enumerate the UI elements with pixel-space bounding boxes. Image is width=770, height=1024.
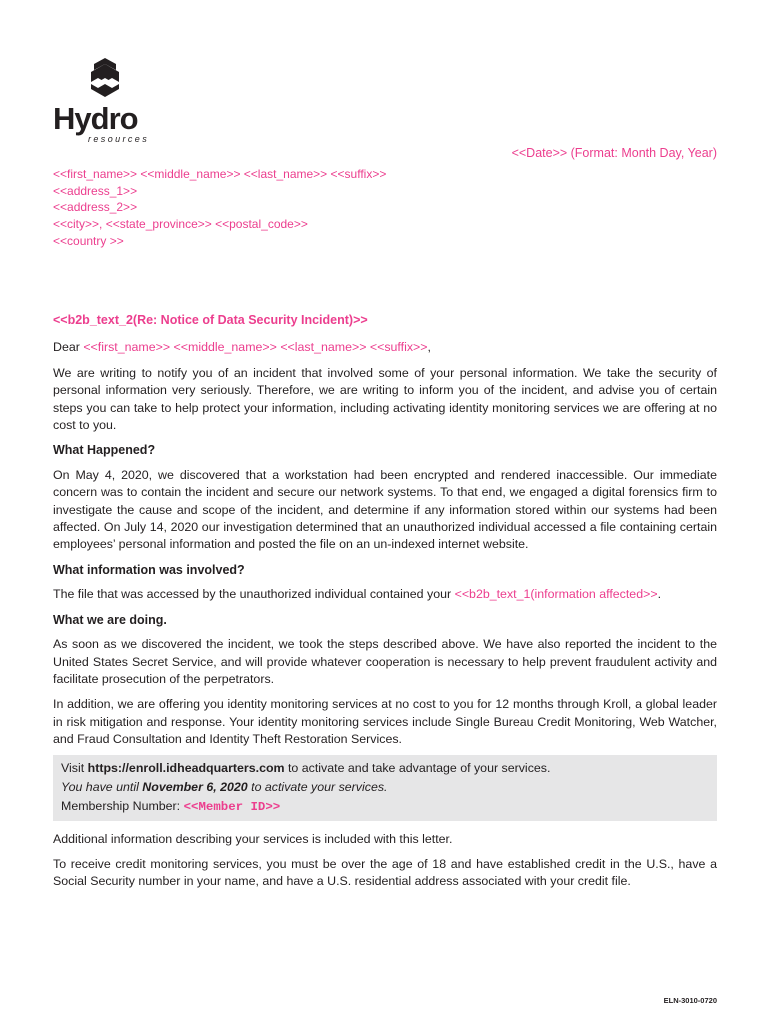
recipient-address — [53, 166, 386, 250]
info-placeholder: <<b2b_text_1(information affected>> — [454, 587, 658, 602]
address-line: <<city>>, <<state_province>> <<postal_code>> — [53, 217, 308, 232]
hydro-shield-icon — [50, 55, 160, 105]
info-involved-paragraph — [53, 586, 717, 603]
additional-info-paragraph: Additional information describing your services is included with this letter. — [53, 831, 453, 846]
visit-suffix: to activate and take advantage of your services. — [284, 760, 551, 775]
salutation — [53, 339, 717, 356]
info-prefix: The file that was accessed by the unauthorized individual contained your — [53, 587, 455, 602]
salutation-prefix: Dear — [53, 340, 84, 355]
logo-wordmark: Hydro — [53, 101, 138, 136]
address-line: <<address_2>> — [53, 200, 138, 215]
salutation-name: <<first_name>> <<middle_name>> <<last_name>> <<suffix>> — [83, 340, 428, 355]
letter-subject: <<b2b_text_2(Re: Notice of Data Security Incident)>> — [53, 313, 368, 327]
enroll-url[interactable]: https://enroll.idheadquarters.com — [87, 760, 285, 775]
salutation-suffix: , — [427, 340, 431, 355]
visit-line — [61, 759, 709, 778]
membership-label: Membership Number: — [61, 798, 184, 813]
intro-paragraph: We are writing to notify you of an incident that involved some of your personal information. We take the security of personal information very seriously. Therefore, we are writing to inform you of the incident, and advise you of certain steps you can take to help protect your information, including activating identity monitoring services we are offering at no cost to you. — [53, 365, 717, 433]
date-placeholder: <<Date>> (Format: Month Day, Year) — [511, 146, 717, 160]
letter-body — [53, 312, 717, 899]
deadline-date: November 6, 2020 — [142, 779, 248, 794]
doing-paragraph-1: As soon as we discovered the incident, we took the steps described above. We have also reported the incident to the United States Secret Service, and will provide whatever cooperation is necessary to help prevent fraudulent activity and facilitate prosecution of the perpetrators. — [53, 637, 717, 686]
info-involved-heading: What information was involved? — [53, 562, 245, 577]
logo-subtitle: resources — [88, 134, 150, 144]
info-suffix: . — [657, 587, 662, 602]
eligibility-paragraph: To receive credit monitoring services, you must be over the age of 18 and have established credit in the U.S., have a Social Security number in your name, and have a U.S. residential address associated with your credit file. — [53, 856, 717, 889]
what-happened-paragraph: On May 4, 2020, we discovered that a workstation had been encrypted and rendered inaccessible. Our immediate concern was to contain the incident and secure our network systems. To that end, we engaged a digital forensics firm to investigate the cause and scope of the incident, and determine if any information stored within our systems had been affected. On July 14, 2020 our investigation determined that an unauthorized individual accessed a file containing certain employees’ personal information and posted the file on an un-indexed internet website. — [53, 467, 717, 552]
membership-line — [61, 797, 709, 817]
visit-prefix: Visit — [61, 760, 88, 775]
what-we-are-doing-heading: What we are doing. — [53, 612, 167, 627]
deadline-suffix: to activate your services. — [247, 779, 388, 794]
address-line: <<address_1>> — [53, 183, 138, 198]
company-logo — [50, 55, 160, 150]
enrollment-box — [53, 755, 717, 821]
membership-placeholder: <<Member ID>> — [183, 799, 281, 814]
doing-paragraph-2: In addition, we are offering you identity monitoring services at no cost to you for 12 months through Kroll, a global leader in risk mitigation and response. Your identity monitoring services include Single Bureau Credit Monitoring, Web Watcher, and Fraud Consultation and Identity Theft Restoration Services. — [53, 697, 717, 747]
deadline-prefix: You have until — [61, 779, 143, 794]
address-line: <<first_name>> <<middle_name>> <<last_name>> <<suffix>> — [53, 167, 387, 181]
what-happened-heading: What Happened? — [53, 443, 156, 458]
document-code: ELN-3010-0720 — [663, 996, 717, 1005]
deadline-line — [61, 778, 709, 797]
address-line: <<country >> — [53, 233, 124, 248]
